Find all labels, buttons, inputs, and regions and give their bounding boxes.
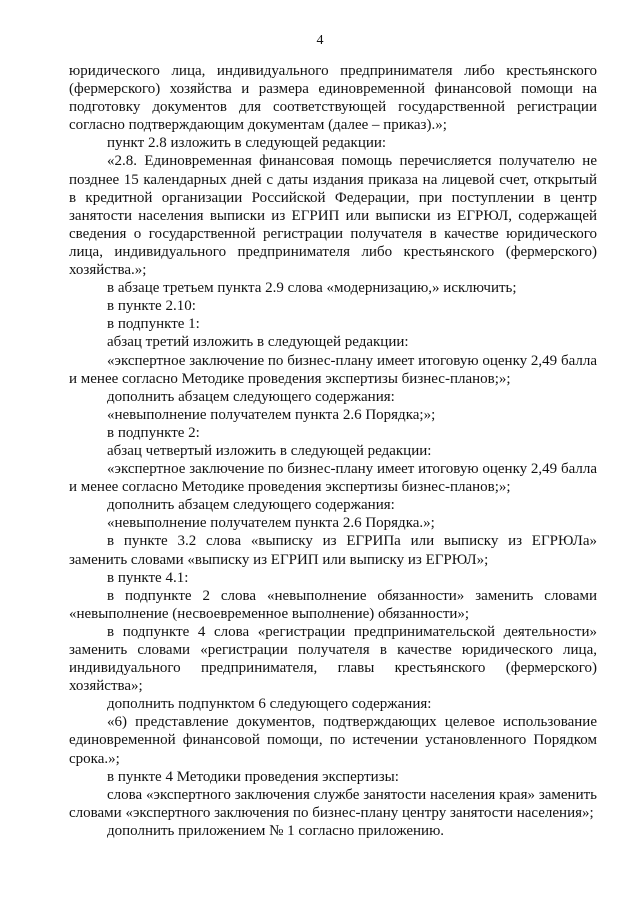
- paragraph-19: в подпункте 4 слова «регистрации предпринимательской деятельности» заменить словами «регистрации получателя в качестве юридического лица, индивидуального предпринимателя, главы крестьянского (фермерского) хозяйства»;: [69, 623, 597, 695]
- paragraph-2: пункт 2.8 изложить в следующей редакции:: [107, 135, 387, 152]
- paragraph-1: юридического лица, индивидуального предпринимателя либо крестьянского (фермерского) хозяйства и размера единовременной финансовой помощи на подготовку документов для соответствующей государственной регистрации согласно подтверждающим документам (далее – приказ).»;: [69, 63, 597, 134]
- paragraph-14: дополнить абзацем следующего содержания:: [107, 497, 395, 514]
- paragraph-10: «невыполнение получателем пункта 2.6 Порядка;»;: [107, 406, 436, 423]
- document-body: [69, 62, 597, 840]
- paragraph-6: в подпункте 1:: [107, 316, 200, 333]
- paragraph-11: в подпункте 2:: [107, 424, 200, 441]
- paragraph-15: «невыполнение получателем пункта 2.6 Порядка.»;: [107, 515, 435, 532]
- paragraph-21: «6) представление документов, подтверждающих целевое использование единовременной финансовой помощи, по истечении установленного Порядком срока.»;: [69, 714, 597, 767]
- paragraph-18: в подпункте 2 слова «невыполнение обязанности» заменить словами «невыполнение (несвоевременное выполнение) обязанности»;: [69, 587, 597, 622]
- paragraph-9: дополнить абзацем следующего содержания:: [107, 388, 395, 405]
- paragraph-23: слова «экспертного заключения службе занятости населения края» заменить словами «экспертного заключения по бизнес-плану центру занятости населения»;: [69, 786, 597, 821]
- paragraph-3: «2.8. Единовременная финансовая помощь перечисляется получателю не позднее 15 календарных дней с даты издания приказа на лицевой счет, открытый в кредитной организации Российской Федерации, при поступлении в центр занятости населения выписки из ЕГРИП или выписки из ЕГРЮЛ, содержащей сведения о государственной регистрации получателя в качестве юридического лица, индивидуального предпринимателя либо крестьянского (фермерского) хозяйства.»;: [69, 153, 597, 279]
- paragraph-7: абзац третий изложить в следующей редакции:: [107, 334, 409, 351]
- paragraph-24: дополнить приложением № 1 согласно приложению.: [107, 822, 445, 839]
- paragraph-13: «экспертное заключение по бизнес-плану имеет итоговую оценку 2,49 балла и менее согласно Методике проведения экспертизы бизнес-планов;»;: [69, 461, 597, 496]
- paragraph-12: абзац четвертый изложить в следующей редакции:: [107, 442, 432, 459]
- paragraph-17: в пункте 4.1:: [107, 569, 189, 586]
- paragraph-5: в пункте 2.10:: [107, 298, 196, 315]
- paragraph-4: в абзаце третьем пункта 2.9 слова «модернизацию,» исключить;: [107, 280, 517, 297]
- page-number: 4: [316, 33, 324, 48]
- paragraph-20: дополнить подпунктом 6 следующего содержания:: [107, 696, 432, 713]
- paragraph-8: «экспертное заключение по бизнес-плану имеет итоговую оценку 2,49 балла и менее согласно Методике проведения экспертизы бизнес-планов;»;: [69, 352, 597, 387]
- paragraph-16: в пункте 3.2 слова «выписку из ЕГРИПа или выписку из ЕГРЮЛа» заменить словами «выписку из ЕГРИП или выписку из ЕГРЮЛ»;: [69, 533, 597, 568]
- paragraph-22: в пункте 4 Методики проведения экспертизы:: [107, 768, 399, 785]
